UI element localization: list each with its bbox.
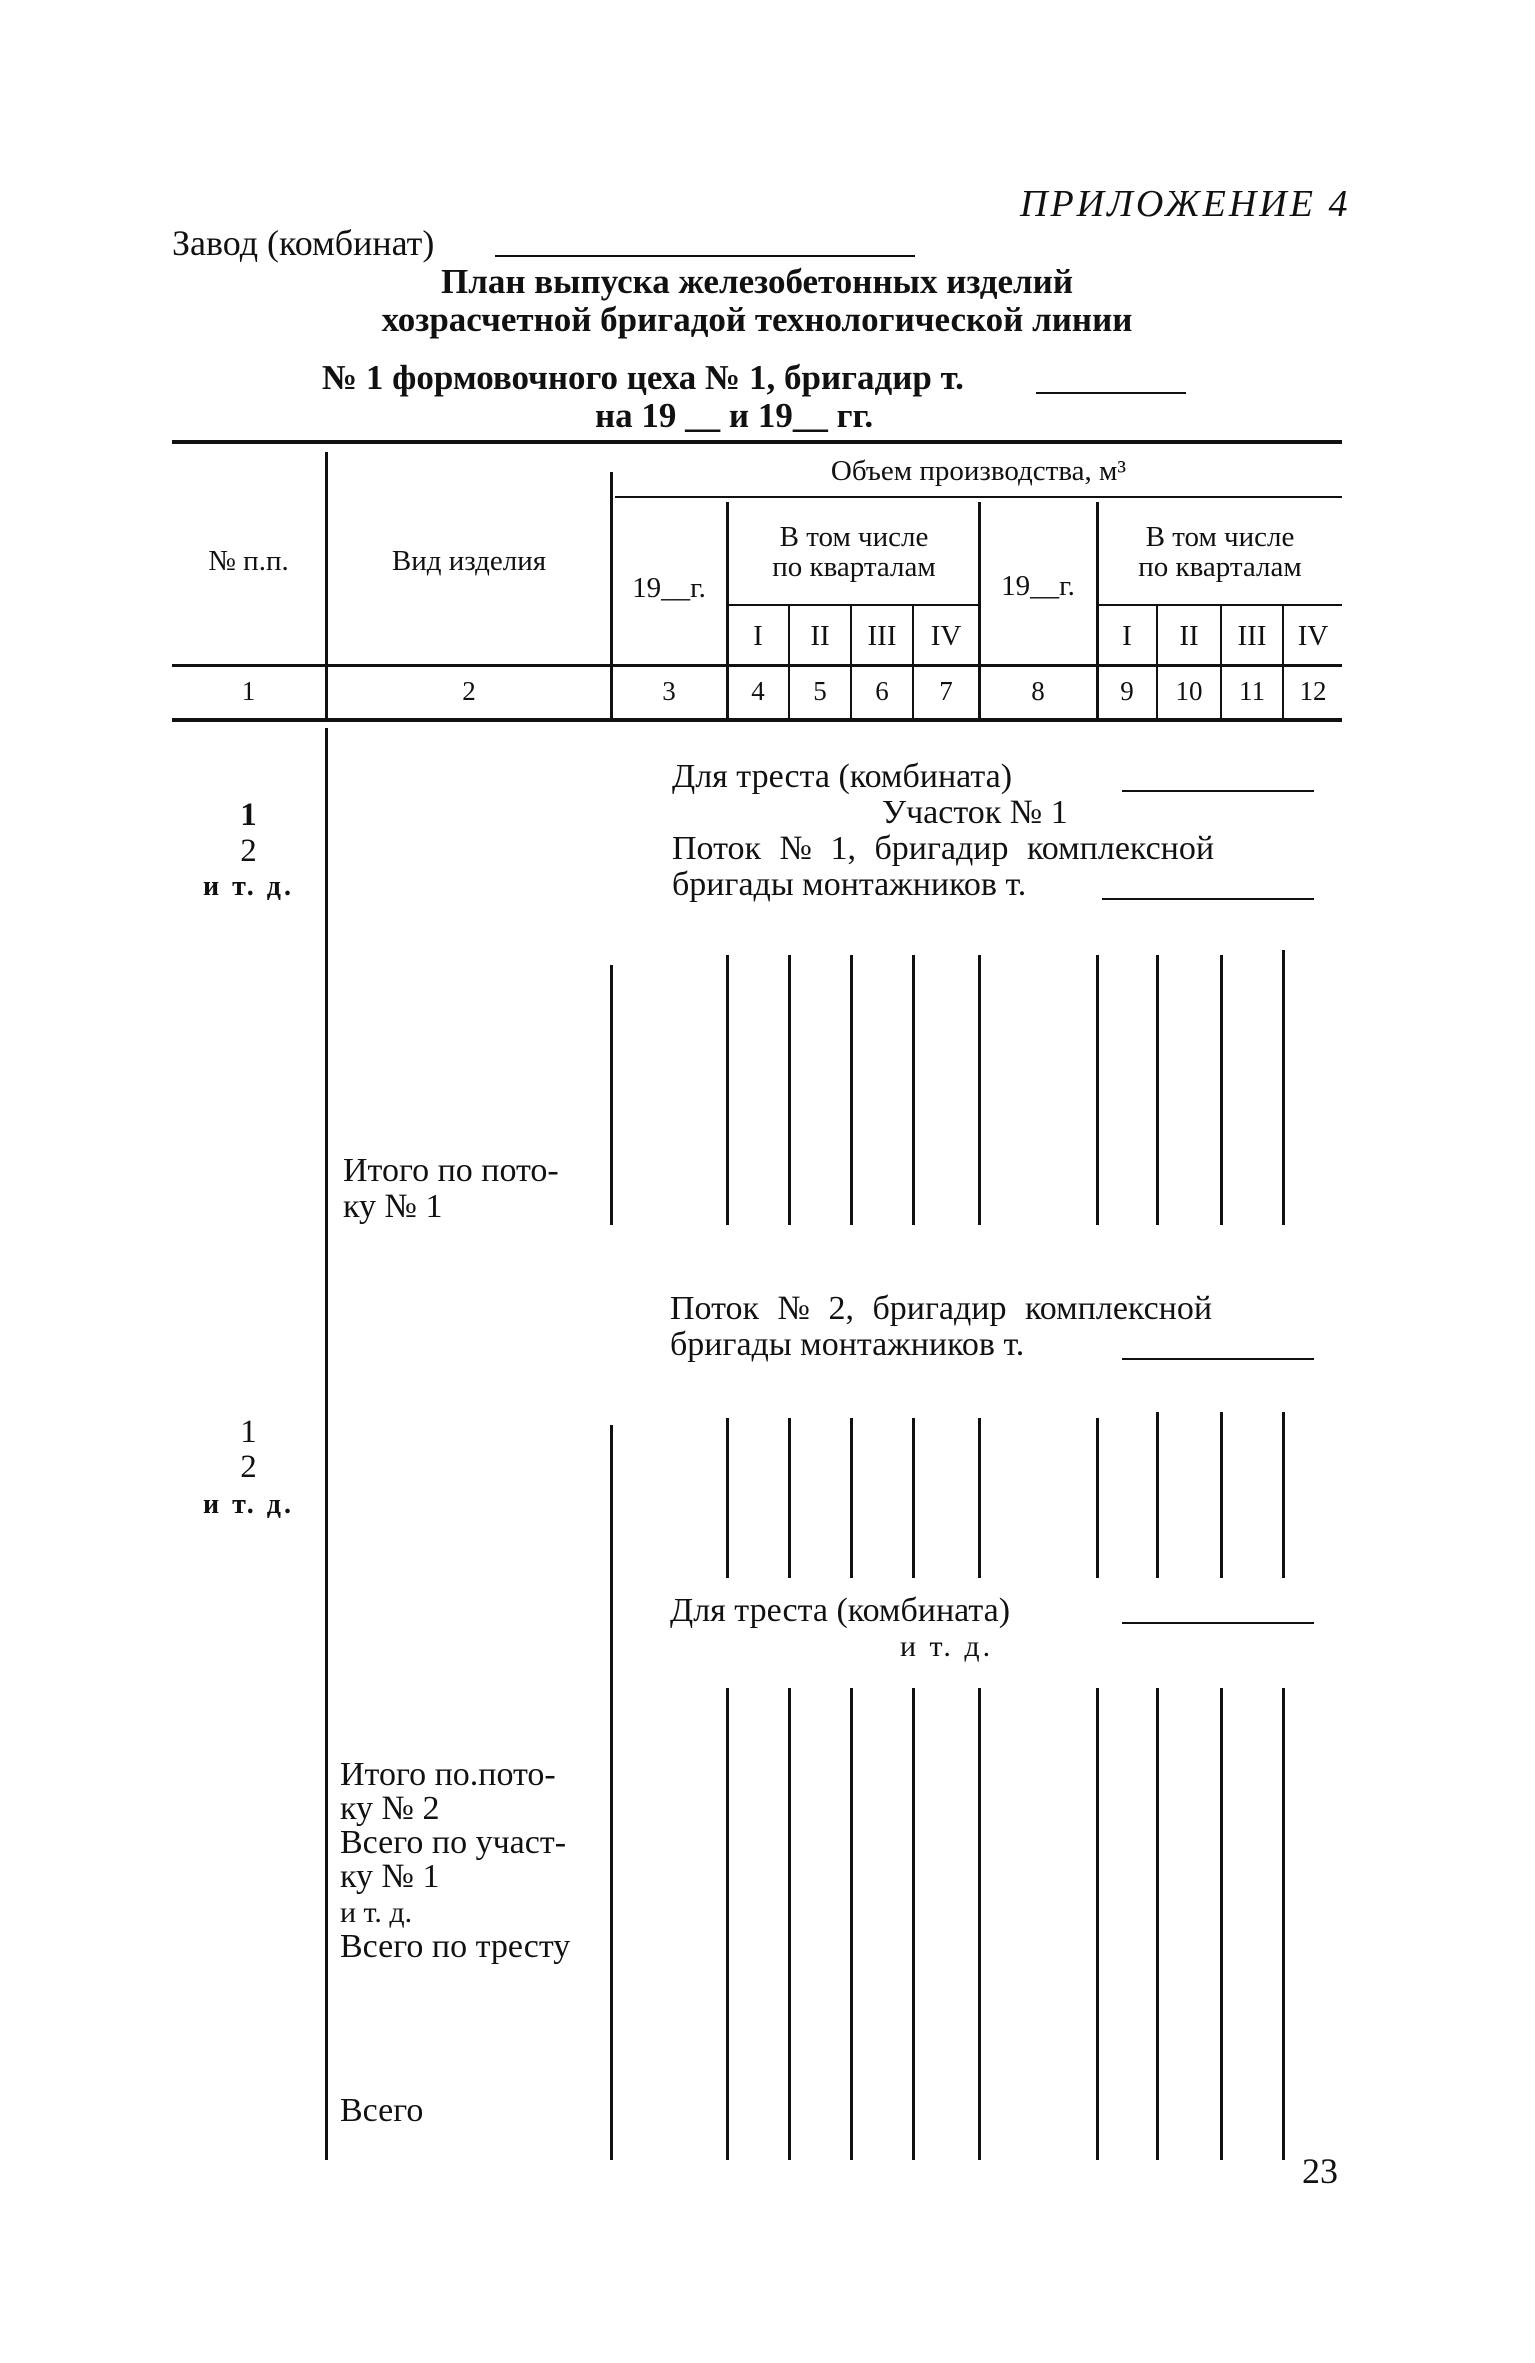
volume-rule (615, 496, 1342, 498)
vline (1096, 1688, 1099, 2160)
table-top-rule (172, 440, 1342, 444)
trust-blank[interactable] (1122, 790, 1314, 792)
vline (978, 955, 981, 1225)
row-number: 1 (240, 797, 257, 833)
page-number: 23 (1302, 2151, 1338, 2191)
vline (610, 965, 613, 1225)
quarter-II: II (810, 620, 830, 652)
plant-label: Завод (комбинат) (172, 223, 435, 263)
quarters-header-2a: В том числе (1145, 521, 1295, 553)
vline (912, 1418, 915, 1578)
col-product-header: Вид изделия (391, 545, 547, 577)
col-number: 8 (1031, 676, 1045, 706)
etc-label: и т. д. (900, 1630, 994, 1663)
flow1-line-1: Поток № 1, бригадир комплексной (672, 830, 1215, 867)
trust-blank-2[interactable] (1122, 1622, 1314, 1624)
totals-line: Итого по.пото- (340, 1756, 556, 1793)
vline (978, 1688, 981, 2160)
col-number: 9 (1120, 676, 1134, 706)
vline (1282, 1412, 1285, 1578)
quarter-III: III (867, 620, 897, 652)
vline (788, 1418, 791, 1578)
title-line-4: на 19 __ и 19__ гг. (595, 396, 874, 435)
vline (850, 955, 853, 1225)
row-etc: и т. д. (203, 1489, 294, 1520)
vline (1220, 1688, 1223, 2160)
trust-line: Для треста (комбината) (672, 758, 1013, 795)
trust-line-2: Для треста (комбината) (670, 1592, 1011, 1629)
header-bottom-rule (172, 664, 1342, 667)
col-number: 6 (875, 676, 889, 706)
flow1-line-2: бригады монтажников т. (672, 866, 1027, 903)
vline (850, 1418, 853, 1578)
volume-header: Объем производства, м³ (830, 455, 1127, 487)
col-number: 5 (813, 676, 827, 706)
quarters-rule-1 (728, 604, 978, 606)
vline (1096, 955, 1099, 1225)
appendix-label: ПРИЛОЖЕНИЕ 4 (1020, 183, 1351, 225)
volume-column-line (610, 1425, 613, 2160)
vline (726, 1688, 729, 2160)
totals-line: ку № 2 (340, 1790, 440, 1827)
quarters-header-1a: В том числе (779, 521, 929, 553)
col-number: 3 (662, 676, 676, 706)
quarter-I: I (753, 620, 763, 652)
row-number: 2 (240, 833, 257, 869)
vline (1156, 1412, 1159, 1578)
col-no-header: № п.п. (208, 545, 289, 577)
totals-line: ку № 1 (340, 1858, 440, 1895)
quarter-I: I (1122, 620, 1132, 652)
year-label-2: 19__г. (1001, 570, 1075, 602)
col-number: 12 (1299, 676, 1327, 706)
number-row-rule (172, 718, 1342, 722)
plant-blank[interactable] (495, 255, 915, 257)
total-flow1-line-1: Итого по пото- (343, 1152, 559, 1189)
vline (1096, 1418, 1099, 1578)
vline (912, 1688, 915, 2160)
title-line-1: План выпуска железобетонных изделий (440, 262, 1074, 301)
col-number: 7 (939, 676, 953, 706)
row-etc: и т. д. (203, 871, 294, 902)
vline (726, 955, 729, 1225)
totals-line: Всего по участ- (340, 1824, 567, 1861)
brigadier-blank[interactable] (1036, 392, 1186, 394)
vline (726, 1418, 729, 1578)
product-column-line (325, 728, 328, 2160)
vline (978, 1418, 981, 1578)
col-number: 4 (751, 676, 765, 706)
year-label-1: 19__г. (632, 572, 706, 604)
row-number: 2 (240, 1449, 257, 1485)
quarter-II: II (1179, 620, 1199, 652)
quarter-IV: IV (930, 620, 962, 652)
totals-line: и т. д. (340, 1896, 413, 1929)
totals-line: Всего по тресту (340, 1928, 571, 1965)
vline (912, 955, 915, 1225)
row-number: 1 (240, 1414, 257, 1450)
col-number: 2 (462, 676, 476, 706)
col-number: 1 (241, 676, 256, 706)
flow2-line-2: бригады монтажников т. (670, 1326, 1025, 1363)
vline (788, 1688, 791, 2160)
vline (850, 1688, 853, 2160)
col-number: 11 (1239, 676, 1265, 706)
quarter-III: III (1237, 620, 1267, 652)
vline (1282, 950, 1285, 1225)
vline (1220, 1412, 1223, 1578)
total-flow1-line-2: ку № 1 (343, 1188, 443, 1225)
vline (1282, 1688, 1285, 2160)
flow1-brigadier-blank[interactable] (1102, 898, 1314, 900)
grand-total: Всего (340, 2092, 424, 2129)
vline (1156, 955, 1159, 1225)
quarters-header-1b: по кварталам (772, 551, 936, 583)
title-line-2: хозрасчетной бригадой технологической линии (381, 300, 1133, 339)
flow2-brigadier-blank[interactable] (1122, 1358, 1314, 1360)
vline (788, 955, 791, 1225)
vline (1156, 1688, 1159, 2160)
col-number: 10 (1175, 676, 1203, 706)
flow2-line-1: Поток № 2, бригадир комплексной (670, 1290, 1213, 1327)
section-title: Участок № 1 (882, 794, 1068, 831)
quarter-IV: IV (1297, 620, 1329, 652)
vline (1220, 955, 1223, 1225)
title-line-3: № 1 формовочного цеха № 1, бригадир т. (322, 358, 964, 397)
quarters-header-2b: по кварталам (1138, 551, 1302, 583)
